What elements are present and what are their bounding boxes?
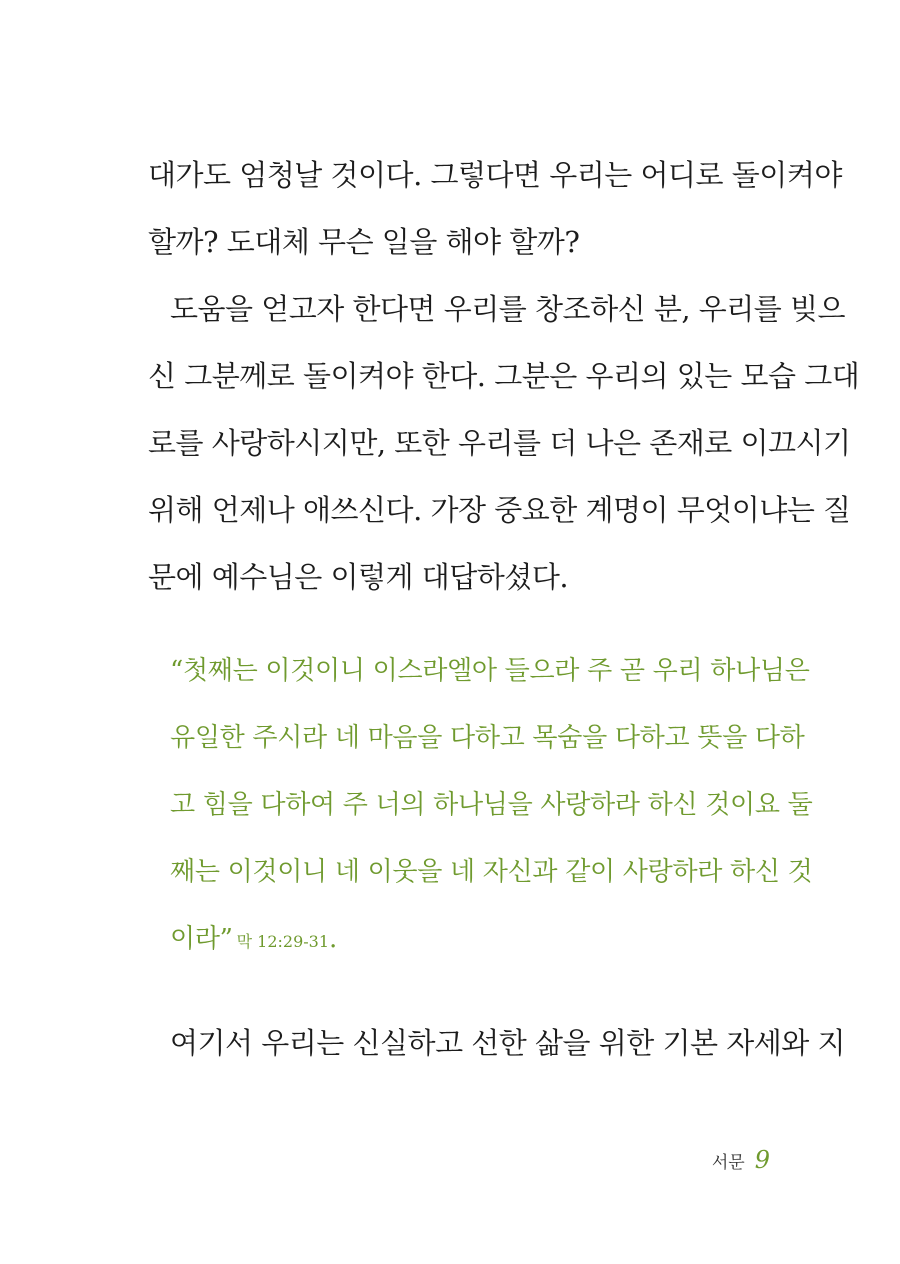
section-title: 서문	[711, 1153, 745, 1173]
body-line: 로를 사랑하시지만, 또한 우리를 더 나은 존재로 이끄시기	[148, 426, 851, 460]
body-line: 위해 언제나 애쓰신다. 가장 중요한 계명이 무엇이냐는 질	[148, 493, 851, 527]
body-line: 대가도 엄청날 것이다. 그렇다면 우리는 어디로 돌이켜야	[148, 158, 842, 192]
quote-line: 째는 이것이니 네 이웃을 네 자신과 같이 사랑하라 하신 것	[170, 857, 813, 887]
quote-line: 유일한 주시라 네 마음을 다하고 목숨을 다하고 뜻을 다하	[170, 723, 805, 753]
quote-last-line	[170, 914, 780, 981]
quote-last-text: 이라”	[170, 924, 233, 954]
closing-line: 여기서 우리는 신실하고 선한 삶을 위한 기본 자세와 지	[170, 1026, 846, 1060]
body-line: 신 그분께로 돌이켜야 한다. 그분은 우리의 있는 모습 그대	[148, 359, 860, 393]
body-paragraphs	[148, 146, 860, 615]
body-line: 도움을 얻고자 한다면 우리를 창조하신 분, 우리를 빚으	[170, 292, 846, 326]
page-number: 9	[754, 1146, 770, 1174]
quote-line: 고 힘을 다하여 주 너의 하나님을 사랑하라 하신 것이요 둘	[170, 790, 813, 820]
scripture-reference: 막 12:29-31	[236, 932, 330, 951]
body-line: 할까? 도대체 무슨 일을 해야 할까?	[148, 225, 580, 259]
quote-period: .	[329, 924, 338, 954]
scripture-quote	[170, 646, 813, 981]
page-footer	[712, 1146, 770, 1186]
body-line: 문에 예수님은 이렇게 대답하셨다.	[148, 560, 569, 594]
quote-line: “첫째는 이것이니 이스라엘아 들으라 주 곧 우리 하나님은	[170, 656, 810, 686]
